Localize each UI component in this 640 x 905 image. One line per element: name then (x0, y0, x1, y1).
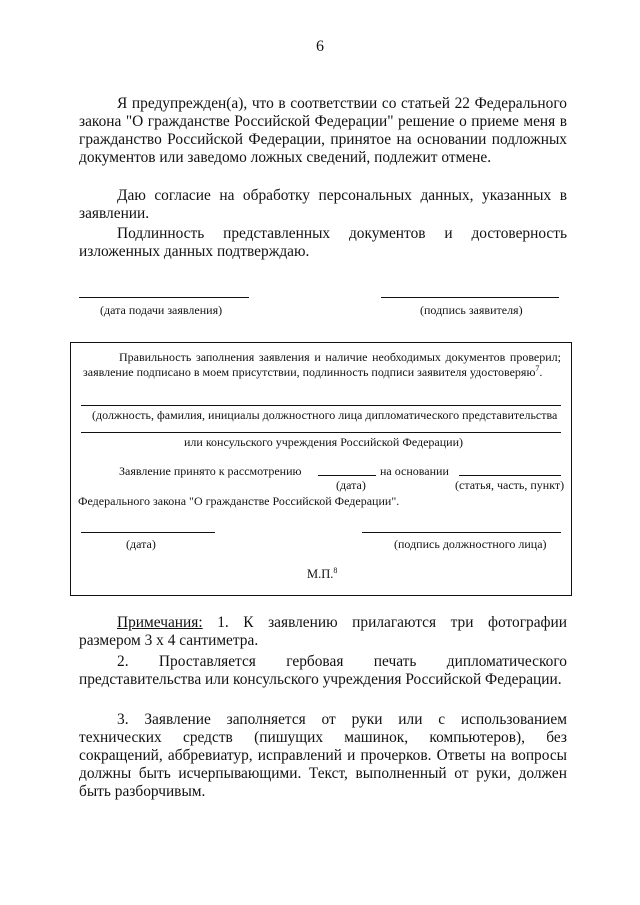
accepted-mid: на основании (380, 464, 449, 478)
footnote-7: 7 (535, 364, 540, 373)
article-caption: (статья, часть, пункт) (455, 478, 565, 492)
footnote-8: 8 (333, 565, 338, 575)
acceptance-date-caption: (дата) (336, 478, 366, 492)
accepted-prefix: Заявление принято к рассмотрению (119, 464, 302, 478)
position-caption-line-1: (должность, фамилия, инициалы должностного лица дипломатического представительства (92, 408, 558, 422)
law-text: Федерального закона "О гражданстве Российской Федерации". (78, 494, 400, 508)
stamp-label: М.П.$^8$ (307, 565, 338, 581)
application-date-line[interactable] (79, 297, 249, 298)
note-1: Примечания: 1. К заявлению прилагаются три фотографии размером 3 х 4 сантиметра. (79, 614, 567, 649)
official-position-line-2[interactable] (81, 432, 561, 433)
acceptance-date-line[interactable] (318, 475, 376, 476)
applicant-signature-caption: (подпись заявителя) (420, 303, 523, 317)
official-signature-caption: (подпись должностного лица) (394, 537, 547, 551)
applicant-signature-line[interactable] (381, 297, 559, 298)
consent-paragraph: Даю согласие на обработку персональных данных, указанных в заявлении. (79, 187, 567, 222)
official-verification-box (70, 342, 572, 596)
note-3: 3. Заявление заполняется от руки или с использованием технических средств (пишущих машинок, компьютеров), без сокращений, аббревиатур, исправлений и прочерков. Ответы на вопросы должны быть исчерпывающими. Текст, выполненный от руки, должен быть разборчивым. (79, 711, 567, 800)
authenticity-paragraph: Подлинность представленных документов и достоверность изложенных данных подтверждаю. (79, 225, 567, 260)
official-date-line[interactable] (81, 532, 215, 533)
official-signature-line[interactable] (362, 532, 561, 533)
official-date-caption: (дата) (126, 537, 156, 551)
official-position-line-1[interactable] (81, 405, 561, 406)
notes-label: Примечания: (117, 614, 203, 631)
warning-paragraph: Я предупрежден(а), что в соответствии со статьей 22 Федерального закона "О гражданстве Российской Федерации" решение о приеме меня в гражданство Российской Федерации, принятое на основании подложных документов или заведомо ложных сведений, подлежит отмене. (79, 95, 567, 166)
position-caption-line-2: или консульского учреждения Российской Федерации) (184, 435, 463, 449)
application-date-caption: (дата подачи заявления) (100, 303, 223, 317)
article-basis-line[interactable] (459, 475, 561, 476)
verification-text: Правильность заполнения заявления и наличие необходимых документов проверил; заявление подписано в моем присутствии, подлинность подписи заявителя удостоверяю$^7$. (83, 350, 561, 379)
page-number: 6 (316, 38, 324, 55)
note-2: 2. Проставляется гербовая печать дипломатического представительства или консульского учреждения Российской Федерации. (79, 653, 567, 688)
